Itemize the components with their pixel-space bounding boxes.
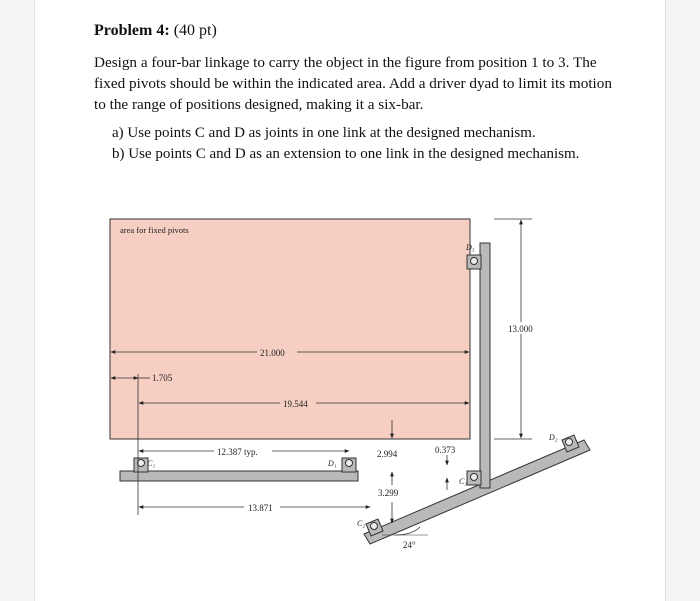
area-label: area for fixed pivots	[120, 225, 189, 235]
point-d3-joint	[471, 258, 478, 265]
dim-gap1: 2.994	[377, 449, 398, 459]
point-d1-label: D₁	[328, 459, 337, 468]
point-c3-joint	[471, 474, 478, 481]
body-position-1	[120, 458, 358, 481]
point-d2-joint	[566, 439, 573, 446]
dim-offset-left: 1.705	[152, 373, 173, 383]
dim-angle: 24°	[403, 540, 416, 550]
point-c1-label: C₁	[147, 459, 156, 468]
dim-typ: 12.387 typ.	[217, 447, 258, 457]
task-item-a: a) Use points C and D as joints in one link at the designed mechanism.	[112, 125, 536, 141]
body-3-bar	[480, 243, 490, 488]
dim-gap3: 3.299	[378, 488, 399, 498]
point-d3-label: D₃	[466, 243, 475, 252]
point-c2-joint	[371, 523, 378, 530]
point-d1-joint	[346, 460, 353, 467]
point-c3-label: C₃	[459, 477, 468, 486]
point-d2-label: D₂	[549, 433, 558, 442]
task-item-b: b) Use points C and D as an extension to one link in the designed mechanism.	[112, 146, 580, 162]
dim-bottom: 13.871	[248, 503, 273, 513]
dim-height: 13.000	[508, 324, 533, 334]
problem-title: Problem 4:	[94, 22, 170, 39]
dim-gap2: 0.373	[435, 445, 456, 455]
body-1-bar	[120, 471, 358, 481]
problem-points: (40 pt)	[173, 22, 217, 39]
dim-width-total: 21.000	[260, 348, 285, 358]
point-c2-label: C₂	[357, 519, 366, 528]
dim-width-inner: 19.544	[283, 399, 308, 409]
problem-description: Design a four-bar linkage to carry the object in the figure from position 1 to 3. The fixed pivots should be within the indicated area. Add a driver dyad to limit its motion to the range of positions designed, making it a six-bar.	[94, 54, 612, 113]
point-c1-joint	[138, 460, 145, 467]
